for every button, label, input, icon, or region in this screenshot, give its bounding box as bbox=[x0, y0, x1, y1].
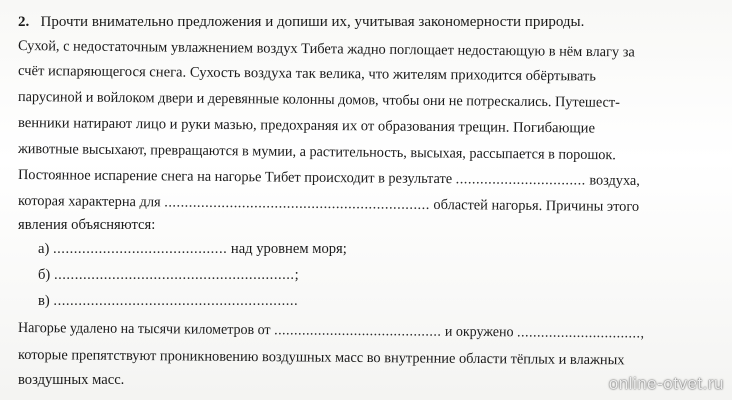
answer-blank-4[interactable]: ..............................., bbox=[516, 324, 645, 342]
item-a-label: а) bbox=[38, 241, 50, 257]
item-a-end: над уровнем моря; bbox=[230, 241, 347, 257]
answer-blank-2[interactable]: ................................................................. bbox=[164, 194, 430, 213]
item-a bbox=[38, 240, 347, 258]
answer-blank-b[interactable]: .......................................................... bbox=[53, 267, 295, 283]
item-c-label: в) bbox=[38, 293, 50, 309]
item-b bbox=[38, 266, 299, 284]
answer-blank-1[interactable]: ................................ bbox=[455, 171, 586, 189]
paragraph-line-2: счёт испаряющегося снега. Сухость воздуха так велика, что жителям приходится обёртывать bbox=[17, 63, 597, 85]
task-header bbox=[18, 13, 584, 31]
watermark-text: online-otvet.ru bbox=[608, 374, 724, 393]
task-title: Прочти внимательно предложения и допиши их, учитывая закономерности природы. bbox=[40, 14, 585, 30]
fill-line-far bbox=[18, 319, 645, 342]
paragraph-line-5: животные высыхают, превращаются в мумии, а растительность, высыхая, рассыпается в порошок. bbox=[17, 141, 616, 164]
fill-line-8: явления объясняются: bbox=[18, 217, 156, 233]
item-b-end: ; bbox=[294, 267, 299, 283]
answer-blank-3[interactable]: .......................................... bbox=[274, 322, 442, 340]
item-c bbox=[38, 292, 298, 310]
paragraph-line-3: парусиной и войлоком двери и деревянные колонны домов, чтобы они не потрескались. Путешест- bbox=[17, 89, 620, 111]
fill-line-far-start: Нагорье удалено на тысячи километров от bbox=[17, 320, 271, 339]
fill-line-6-end: воздуха, bbox=[589, 172, 640, 189]
item-b-label: б) bbox=[38, 267, 51, 283]
fill-line-6 bbox=[18, 166, 640, 190]
fill-line-7 bbox=[18, 192, 639, 216]
last-line-2: воздушных масс. bbox=[18, 372, 125, 388]
last-line-1: которые препятствуют проникновению воздушных масс во внутренние области тёплых и влажных bbox=[17, 347, 625, 369]
fill-line-far-mid: и окружено bbox=[444, 323, 514, 341]
answer-blank-c[interactable]: ........................................................... bbox=[53, 293, 299, 309]
paragraph-line-1: Сухой, с недостаточным увлажнением воздух Тибета жадно поглощает недостающую в нём влагу за bbox=[17, 38, 635, 61]
task-number: 2. bbox=[18, 14, 30, 30]
paragraph-line-4: венники натирают лицо и руки мазью, предохраняя их от образования трещин. Погибающие bbox=[17, 115, 596, 137]
fill-line-7-start: которая характерна для bbox=[17, 193, 161, 211]
fill-line-7-end: областей нагорья. Причины этого bbox=[433, 196, 640, 215]
fill-line-6-start: Постоянное испарение снега на нагорье Тибет происходит в результате bbox=[17, 167, 453, 188]
answer-blank-a[interactable]: .......................................... bbox=[53, 241, 228, 257]
